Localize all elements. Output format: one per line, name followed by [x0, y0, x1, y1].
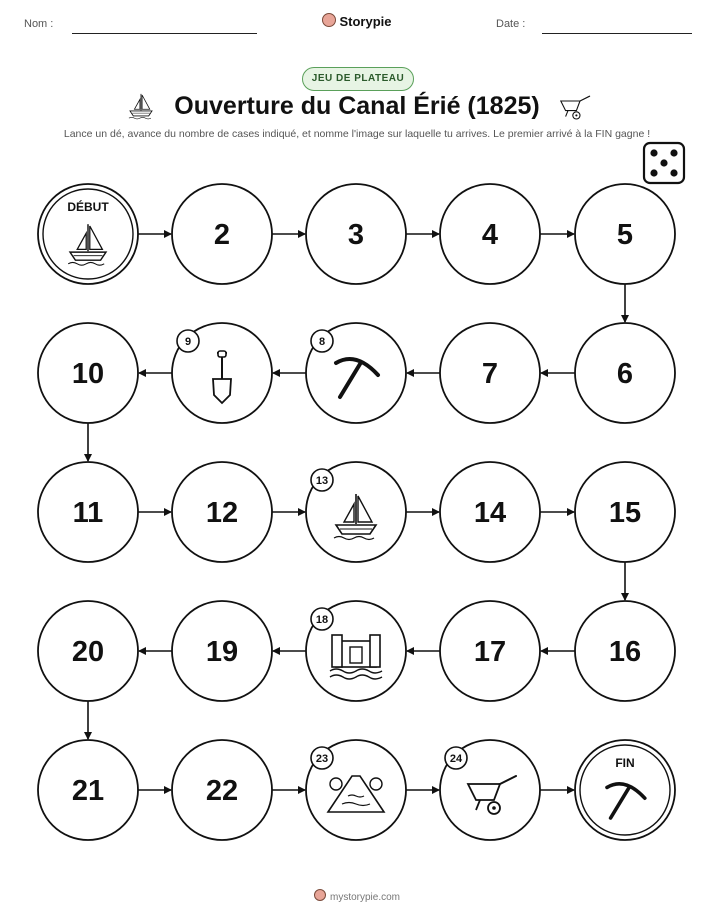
square-number: 6 — [616, 358, 634, 390]
board-square-2 — [172, 184, 272, 284]
brand-name: Storypie — [339, 14, 392, 29]
board-square-16 — [575, 601, 675, 701]
page-title: Ouverture du Canal Érié (1825) — [174, 92, 540, 120]
board-square-1 — [38, 184, 138, 284]
board-square-7 — [440, 323, 540, 423]
board-square-5 — [575, 184, 675, 284]
board-square-24 — [440, 740, 540, 840]
board-square-8 — [306, 323, 406, 423]
square-number: 14 — [473, 497, 507, 529]
board-square-19 — [172, 601, 272, 701]
square-number: 15 — [608, 497, 642, 529]
board-square-15 — [575, 462, 675, 562]
square-number: 4 — [481, 219, 499, 251]
board-square-25 — [575, 740, 675, 840]
square-number: 17 — [473, 636, 507, 668]
start-label: DÉBUT — [67, 200, 109, 214]
square-number: 13 — [315, 475, 329, 487]
end-label: FIN — [615, 756, 635, 770]
square-number: 16 — [608, 636, 642, 668]
square-number: 21 — [71, 775, 105, 807]
square-number: 8 — [318, 336, 326, 348]
game-type-badge: JEU DE PLATEAU — [302, 67, 414, 91]
board-square-18 — [306, 601, 406, 701]
board-square-11 — [38, 462, 138, 562]
square-number: 20 — [71, 636, 105, 668]
square-number: 12 — [205, 497, 239, 529]
board-square-17 — [440, 601, 540, 701]
name-label: Nom : — [24, 18, 54, 30]
square-number: 2 — [213, 219, 231, 251]
square-number: 7 — [481, 358, 499, 390]
board-square-4 — [440, 184, 540, 284]
square-number: 24 — [449, 753, 463, 765]
square-number: 5 — [616, 219, 634, 251]
footer — [0, 889, 714, 903]
board-square-9 — [172, 323, 272, 423]
instructions: Lance un dé, avance du nombre de cases indiqué, et nomme l'image sur laquelle tu arrives. Le premier arrivé à la FIN gagne ! — [63, 128, 651, 140]
board-square-14 — [440, 462, 540, 562]
board-square-23 — [306, 740, 406, 840]
date-label: Date : — [496, 18, 526, 30]
storypie-logo-icon — [314, 889, 326, 901]
sailboat-icon — [129, 94, 152, 119]
square-number: 23 — [315, 753, 329, 765]
board-square-22 — [172, 740, 272, 840]
wheelbarrow-icon — [561, 96, 590, 119]
square-number: 19 — [205, 636, 239, 668]
board-square-10 — [38, 323, 138, 423]
board-square-21 — [38, 740, 138, 840]
board-square-6 — [575, 323, 675, 423]
footer-url: mystorypie.com — [329, 892, 400, 903]
board-square-3 — [306, 184, 406, 284]
square-number: 9 — [184, 336, 192, 348]
square-number: 18 — [315, 614, 329, 626]
board-square-12 — [172, 462, 272, 562]
board-square-20 — [38, 601, 138, 701]
dice-five-icon — [644, 143, 684, 183]
square-circle — [575, 740, 675, 840]
square-number: 22 — [205, 775, 239, 807]
square-number: 10 — [71, 358, 105, 390]
square-number: 11 — [72, 497, 104, 529]
square-number: 3 — [347, 219, 365, 251]
board-square-13 — [306, 462, 406, 562]
